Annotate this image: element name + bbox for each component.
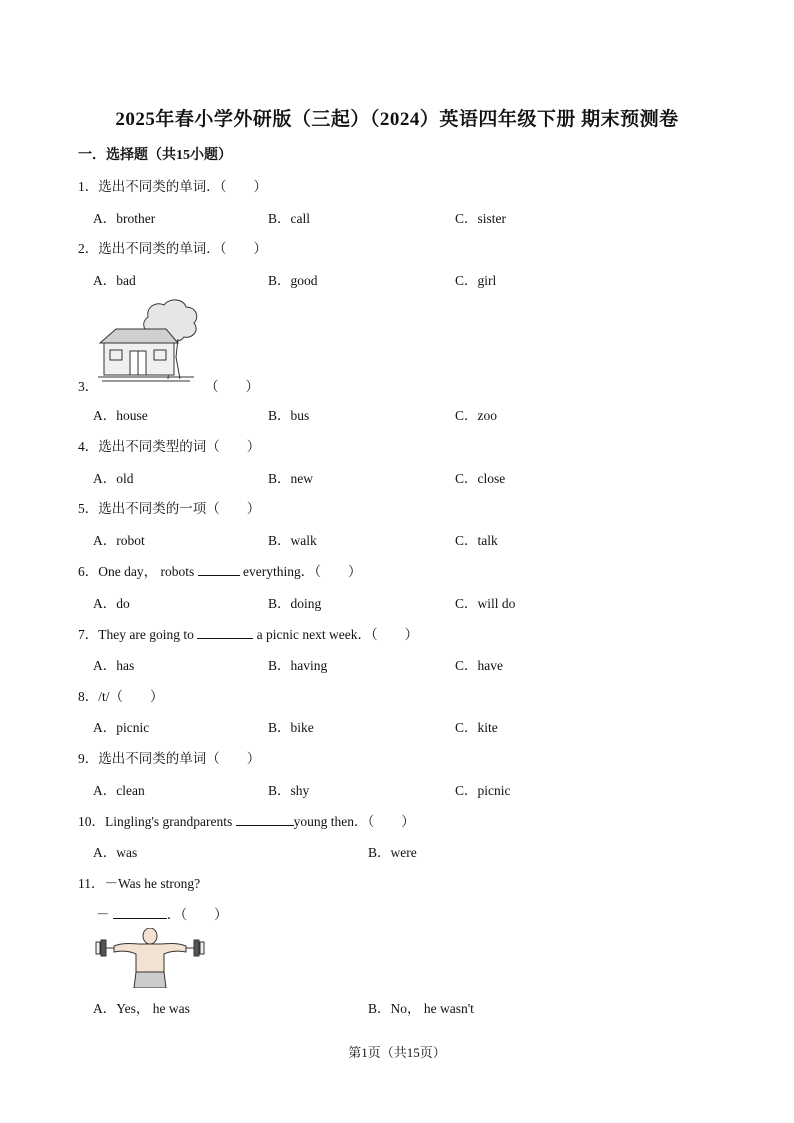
q9-option-c: C．picnic [455,783,511,798]
answer-blank [198,563,240,576]
question-2: 2．选出不同类的单词．（ ） [78,241,267,256]
q4-option-b: B．new [268,471,313,486]
strongman-illustration [94,928,206,988]
q11-answer-line: － ．（ ） [96,907,228,922]
question-1: 1．选出不同类的单词．（ ） [78,179,267,194]
q11-option-b: B．No， he wasn't [368,1001,474,1016]
q2-option-a: A．bad [93,273,136,288]
q7-option-c: C．have [455,658,503,673]
q3-option-a: A．house [93,408,148,423]
question-10: 10．Lingling's grandparents young then．（ ） [78,814,415,829]
q2-option-b: B．good [268,273,318,288]
q8-option-a: A．picnic [93,720,150,735]
q3-option-b: B．bus [268,408,310,423]
question-6: 6．One day， robots everything．（ ） [78,564,362,579]
question-4: 4．选出不同类型的词（ ） [78,439,261,454]
q5-option-c: C．talk [455,533,498,548]
q3-paren: （ ） [205,379,259,394]
house-tree-illustration [96,295,200,383]
q8-option-c: C．kite [455,720,498,735]
q4-option-a: A．old [93,471,134,486]
page-title: 2025年春小学外研版（三起）（2024）英语四年级下册 期末预测卷 [115,109,679,130]
q1-option-a: A．brother [93,211,156,226]
q6-option-b: B．doing [268,596,322,611]
question-11: 11．－Was he strong? [78,876,201,891]
q5-option-b: B．walk [268,533,317,548]
question-7: 7．They are going to a picnic next week．（ ） [78,627,419,642]
q11-option-a: A．Yes， he was [93,1001,190,1016]
question-5: 5．选出不同类的一项（ ） [78,501,261,516]
q2-option-c: C．girl [455,273,497,288]
page-footer: 第1页（共15页） [348,1045,446,1060]
q6-option-a: A．do [93,596,130,611]
answer-blank [197,626,253,639]
q4-option-c: C．close [455,471,506,486]
question-3: 3． [78,379,99,394]
section-heading: 一．选择题（共15小题） [78,148,232,163]
q8-option-b: B．bike [268,720,314,735]
q3-option-c: C．zoo [455,408,497,423]
q1-option-b: B．call [268,211,310,226]
question-9: 9．选出不同类的单词（ ） [78,751,261,766]
q10-option-b: B．were [368,845,417,860]
q1-option-c: C．sister [455,211,507,226]
answer-blank [113,906,167,919]
q9-option-a: A．clean [93,783,145,798]
q7-option-b: B．having [268,658,328,673]
q7-option-a: A．has [93,658,135,673]
q9-option-b: B．shy [268,783,310,798]
q6-option-c: C．will do [455,596,516,611]
question-8: 8．/t/（ ） [78,689,164,704]
q5-option-a: A．robot [93,533,145,548]
answer-blank [236,813,294,826]
q10-option-a: A．was [93,845,138,860]
